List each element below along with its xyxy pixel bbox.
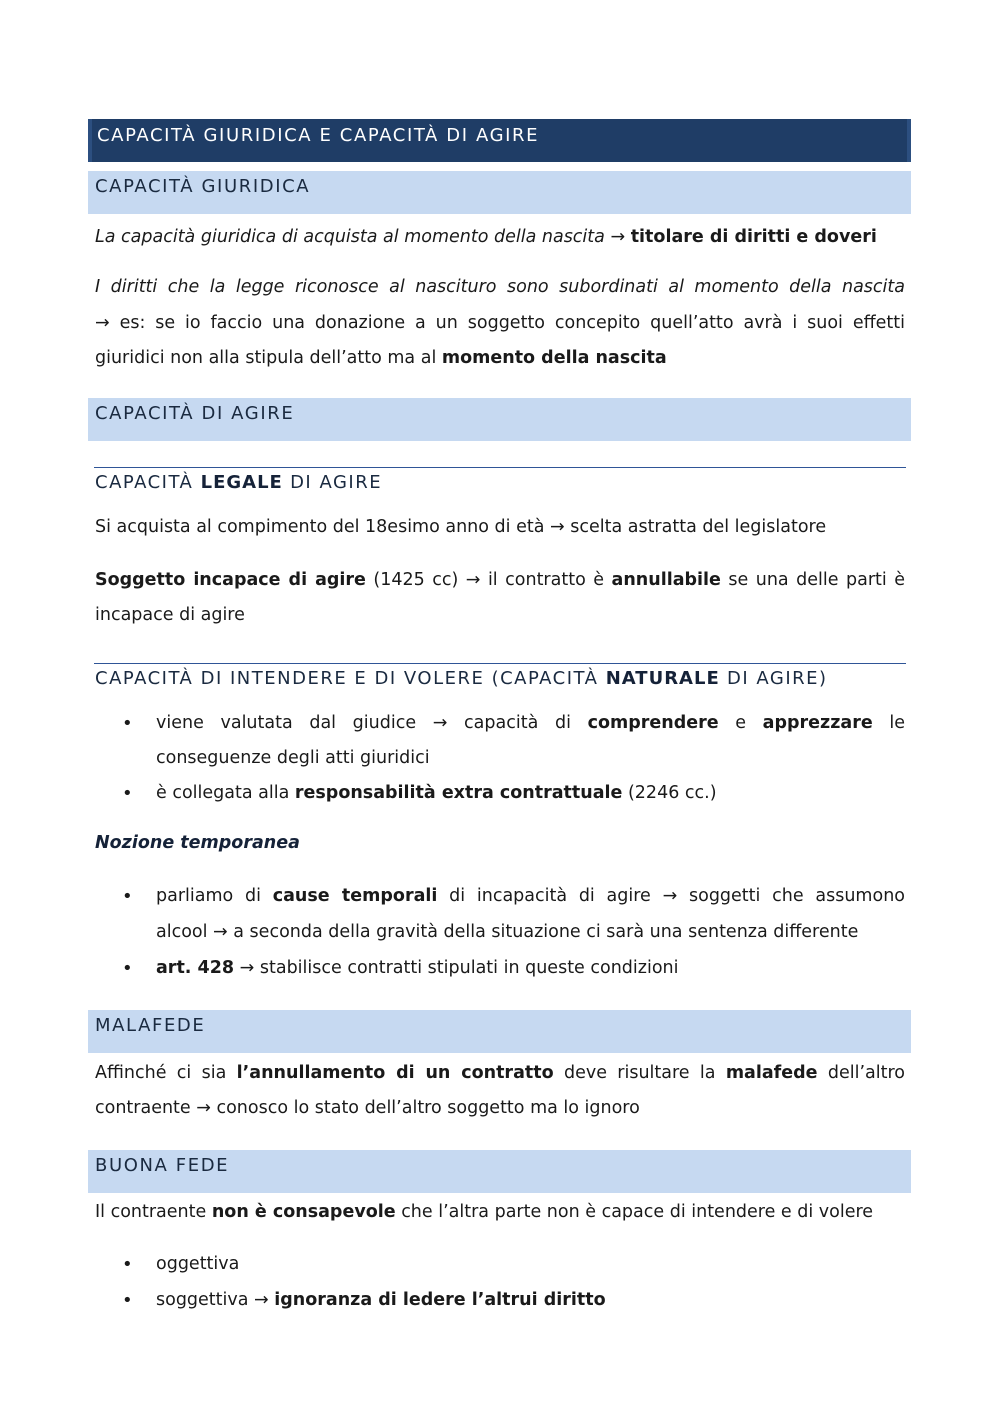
bullet-oggettiva: [156, 1247, 905, 1282]
bold-text: ignoranza di ledere l’altrui diritto: [274, 1290, 606, 1310]
text: (2246 cc.): [622, 783, 717, 803]
subsection-divider: [94, 663, 906, 664]
bold-text: cause temporali: [272, 886, 438, 906]
paragraph-legale-2-line1: [95, 563, 905, 598]
bullet-cause-temporali-line1: [156, 879, 905, 914]
bullet-glyph: •: [122, 713, 133, 734]
text: → es: se io faccio una donazione a un soggetto concepito quell’atto avrà i suoi effetti: [95, 313, 905, 333]
section-title: CAPACITÀ DI AGIRE: [95, 403, 295, 424]
paragraph-capacita-giuridica: [95, 220, 905, 255]
text: alcool → a seconda della gravità della situazione ci sarà una sentenza differente: [156, 922, 859, 942]
title-part: DI AGIRE: [282, 472, 383, 493]
bullet-glyph: •: [122, 958, 133, 979]
bold-text: momento della nascita: [441, 348, 667, 368]
bold-text: titolare di diritti e doveri: [630, 227, 877, 247]
text: che l’altra parte non è capace di intendere e di volere: [395, 1202, 874, 1222]
bold-text: comprendere: [587, 713, 719, 733]
text: conseguenze degli atti giuridici: [156, 748, 430, 768]
section-header-buona-fede: [88, 1150, 911, 1193]
bullet-glyph: •: [122, 1290, 133, 1311]
title-bold: LEGALE: [200, 472, 283, 493]
paragraph-legale-2-line2: [95, 598, 905, 633]
text: giuridici non alla stipula dell’atto ma al: [95, 348, 442, 368]
text: parliamo di: [156, 886, 273, 906]
text: Si acquista al compimento del 18esimo anno di età → scelta astratta del legislatore: [95, 517, 827, 537]
title-part: CAPACITÀ DI INTENDERE E DI VOLERE (CAPACITÀ: [95, 668, 606, 689]
bullet-glyph: •: [122, 1254, 133, 1275]
text: incapace di agire: [95, 605, 245, 625]
heading-nozione-temporanea: Nozione temporanea: [95, 833, 300, 853]
section-header-malafede: [88, 1010, 911, 1053]
bullet-cause-temporali-line2: [156, 915, 905, 950]
text: se una delle parti è: [720, 570, 905, 590]
text: (1425 cc) → il contratto è: [365, 570, 612, 590]
text: Il contraente: [95, 1202, 212, 1222]
bold-text: Soggetto incapace di agire: [95, 570, 366, 590]
bullet-art-428: [156, 951, 905, 986]
section-title: CAPACITÀ GIURIDICA: [95, 176, 311, 197]
section-header-main: [88, 119, 911, 162]
paragraph-malafede-line1: [95, 1056, 905, 1091]
paragraph-nascituro-line3: [95, 341, 905, 376]
bold-text: apprezzare: [762, 713, 873, 733]
paragraph-malafede-line2: [95, 1091, 905, 1126]
text: di incapacità di agire → soggetti che assumono: [437, 886, 905, 906]
bullet-responsabilita: [156, 776, 905, 811]
text: Affinché ci sia: [95, 1063, 237, 1083]
section-header-capacita-giuridica: [88, 171, 911, 214]
paragraph-nascituro-line2: [95, 306, 905, 341]
text: viene valutata dal giudice → capacità di: [156, 713, 588, 733]
bold-text: l’annullamento di un contratto: [236, 1063, 554, 1083]
text: dell’altro: [817, 1063, 905, 1083]
section-title-main: CAPACITÀ GIURIDICA E CAPACITÀ DI AGIRE: [97, 125, 540, 146]
text: contraente → conosco lo stato dell’altro soggetto ma lo ignoro: [95, 1098, 640, 1118]
title-part: DI AGIRE): [719, 668, 828, 689]
italic-text: La capacità giuridica di acquista al momento della nascita: [95, 227, 605, 247]
paragraph-nascituro-line1: [95, 270, 905, 305]
subsection-title-legale: [95, 472, 382, 493]
bullet-glyph: •: [122, 886, 133, 907]
paragraph-buona-fede: [95, 1195, 905, 1230]
bullet-glyph: •: [122, 783, 133, 804]
text: e: [718, 713, 763, 733]
title-bold: NATURALE: [605, 668, 720, 689]
bold-text: art. 428: [156, 958, 235, 978]
subsection-title-naturale: [95, 668, 828, 689]
title-part: CAPACITÀ: [95, 472, 201, 493]
italic-text: I diritti che la legge riconosce al nascituro sono subordinati al momento della nascita: [95, 277, 905, 297]
text: → stabilisce contratti stipulati in queste condizioni: [234, 958, 679, 978]
bold-text: annullabile: [611, 570, 721, 590]
arrow-text: →: [604, 227, 631, 247]
text: soggettiva →: [156, 1290, 275, 1310]
bold-text: malafede: [725, 1063, 818, 1083]
bold-text: non è consapevole: [211, 1202, 396, 1222]
text: è collegata alla: [156, 783, 295, 803]
subsection-divider: [94, 467, 906, 468]
bullet-soggettiva: [156, 1283, 905, 1318]
bold-text: responsabilità extra contrattuale: [294, 783, 623, 803]
section-title: BUONA FEDE: [95, 1155, 230, 1176]
bullet-giudice-line1: [156, 706, 905, 741]
text: deve risultare la: [553, 1063, 726, 1083]
bullet-giudice-line2: [156, 741, 905, 776]
paragraph-legale-1: [95, 510, 905, 545]
section-header-capacita-agire: [88, 398, 911, 441]
section-title: MALAFEDE: [95, 1015, 206, 1036]
text: oggettiva: [156, 1254, 240, 1274]
text: le: [872, 713, 905, 733]
